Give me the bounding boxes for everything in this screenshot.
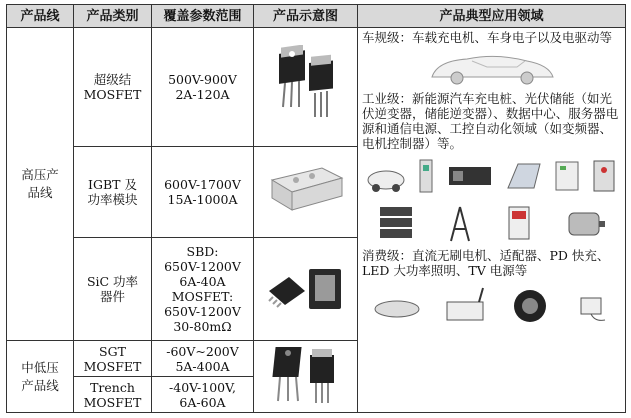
param-line: -60V~200V <box>166 343 239 359</box>
header-product-line: 产品线 <box>7 5 74 28</box>
industrial-application-text: 工业级：新能源汽车充电桩、光伏储能（如光伏逆变器，储能逆变器）、数据中心、服务器电源和通信电源、工控自动化领域（如变频器、电机控制器）等。 <box>362 91 619 152</box>
solar-panel-icon <box>504 158 544 194</box>
category-line: MOSFET <box>83 86 142 102</box>
param-line: 6A-40A <box>179 273 226 289</box>
led-lamp-icon <box>510 286 550 326</box>
header-product-image: 产品示意图 <box>254 5 358 28</box>
server-rack-icon <box>376 203 416 243</box>
inverter-icon <box>445 161 495 191</box>
params-cell <box>152 377 254 413</box>
category-cell <box>74 237 152 341</box>
product-image-cell <box>254 237 358 341</box>
robot-vacuum-icon <box>372 291 422 321</box>
category-line: 功率模块 <box>87 191 138 207</box>
line-label: 高压产品线 <box>21 167 59 201</box>
param-line: 500V-900V <box>168 71 237 87</box>
line-label: 中低压产品线 <box>21 359 59 393</box>
category-line: 超级结 <box>93 71 132 87</box>
frequency-converter-icon <box>504 203 534 243</box>
param-line: 650V-1200V <box>164 258 241 274</box>
car-icon <box>427 49 557 87</box>
category-cell <box>74 341 152 377</box>
product-image-cell <box>254 341 358 413</box>
params-cell <box>152 237 254 341</box>
auto-application-text: 车规级：车载充电机、车身电子以及电驱动等 <box>362 30 613 46</box>
product-table <box>6 4 626 413</box>
control-cabinet-icon <box>591 158 617 194</box>
header-category: 产品类别 <box>74 5 152 28</box>
applications-cell <box>358 28 626 413</box>
power-adapter-icon <box>571 286 611 326</box>
product-image-cell <box>254 146 358 237</box>
param-line: 5A-400A <box>175 358 230 374</box>
params-cell <box>152 341 254 377</box>
charging-pile-icon <box>415 156 437 196</box>
igbt-module-icon <box>266 162 346 218</box>
param-line: 15A-1000A <box>167 191 238 207</box>
header-row <box>7 5 626 28</box>
telecom-tower-icon <box>445 203 475 243</box>
category-line: Trench <box>90 379 135 395</box>
line-high-voltage <box>7 28 74 341</box>
param-line: 30-80mΩ <box>173 318 232 334</box>
header-applications: 产品典型应用领域 <box>358 5 626 28</box>
category-line: SGT <box>99 343 126 359</box>
category-line: SiC 功率 <box>86 273 139 289</box>
motor-icon <box>563 203 607 243</box>
param-line: 2A-120A <box>175 86 230 102</box>
param-line: MOSFET: <box>171 288 234 304</box>
param-line: -40V-100V, <box>169 379 236 395</box>
category-line: IGBT 及 <box>88 176 137 192</box>
table-row <box>7 28 626 146</box>
category-line: MOSFET <box>83 358 142 374</box>
category-cell <box>74 377 152 413</box>
to247-transistor-icon <box>271 45 341 125</box>
header-param-range: 覆盖参数范围 <box>152 5 254 28</box>
router-icon <box>443 286 489 326</box>
line-mid-low-voltage <box>7 341 74 413</box>
sic-device-icon <box>265 257 347 317</box>
product-image-cell <box>254 28 358 146</box>
params-cell <box>152 146 254 237</box>
consumer-application-text: 消费级：直流无刷电机、适配器、PD 快充、LED 大功率照明、TV 电源等 <box>362 248 610 279</box>
to220-transistor-icon <box>266 343 346 407</box>
ev-car-icon <box>366 158 406 194</box>
param-line: 6A-60A <box>179 394 226 410</box>
category-line: MOSFET <box>83 394 142 410</box>
params-cell <box>152 28 254 146</box>
param-line: 600V-1700V <box>164 176 241 192</box>
param-line: 650V-1200V <box>164 303 241 319</box>
category-cell <box>74 28 152 146</box>
param-line: SBD: <box>186 243 219 259</box>
storage-inverter-icon <box>552 158 582 194</box>
category-line: 器件 <box>99 288 125 304</box>
category-cell <box>74 146 152 237</box>
